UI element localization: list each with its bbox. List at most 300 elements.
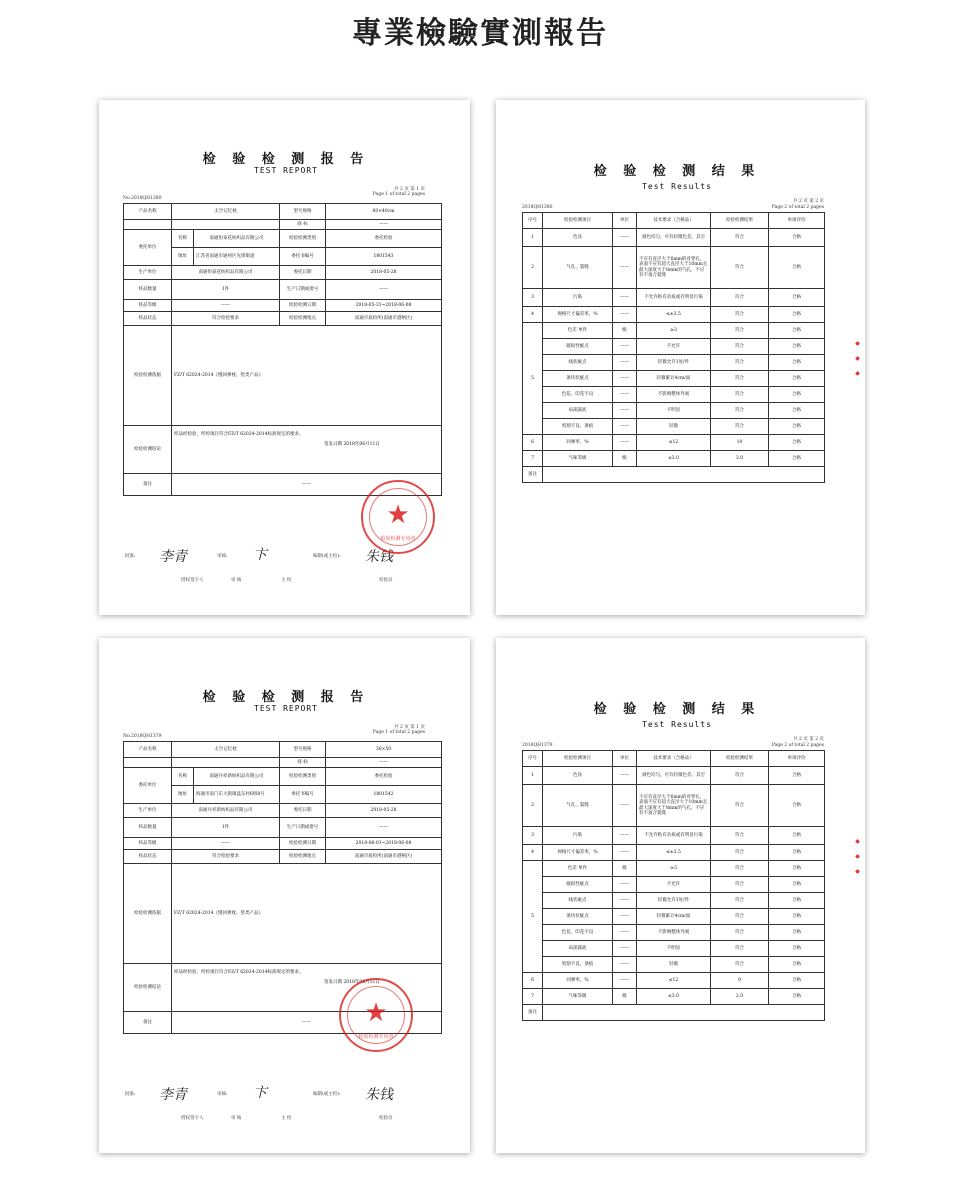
basis-value: FZ/T 62024-2014《慢回弹枕、垫类产品》: [172, 326, 442, 426]
remark-label: 备注: [523, 467, 543, 483]
table-cell: 符合: [711, 941, 769, 957]
product-name: 太空记忆枕: [172, 742, 280, 758]
table-cell: 符合: [711, 289, 769, 307]
label-client: 委托单位: [124, 230, 172, 266]
label-note: 备注: [124, 474, 172, 496]
footer-inspector: 检验员: [379, 1116, 393, 1121]
report-number: No.2018QH1380: [123, 196, 162, 201]
table-row: [523, 877, 825, 893]
table-cell: 级: [613, 451, 637, 467]
table-cell: 合格: [769, 355, 825, 371]
table-cell: 条块状疵点: [543, 909, 613, 925]
table-cell: 符合: [711, 247, 769, 289]
footer-review: 审 核: [231, 578, 242, 583]
table-row: [523, 893, 825, 909]
table-cell: 轻微累计4cm/面: [637, 371, 711, 387]
table-cell: ——: [613, 403, 637, 419]
table-cell: 符合: [711, 861, 769, 877]
table-cell: 合格: [769, 435, 825, 451]
label-state: 样品状态: [124, 312, 172, 326]
label-basis: 检验检测依据: [124, 326, 172, 426]
table-cell: 10: [711, 435, 769, 451]
table-cell: 合格: [769, 387, 825, 403]
note-value: ——: [172, 474, 442, 496]
label-conclusion: 检验检测结论: [124, 964, 172, 1012]
label-model: 型号规格: [280, 204, 326, 220]
label-address: 地址: [172, 786, 194, 804]
edited-label: 编制(或主检):: [313, 554, 341, 559]
table-cell: 5: [523, 861, 543, 973]
producer-value: 南通恒泰花纺织品有限公司: [172, 266, 280, 280]
trademark-value: ——: [326, 220, 442, 230]
table-cell: 气味等级: [543, 989, 613, 1005]
table-cell: 7: [523, 989, 543, 1005]
table-row: [523, 827, 825, 845]
report-subtitle: TEST REPORT: [254, 166, 318, 175]
table-row: [523, 339, 825, 355]
report-number: 2018QH1379: [522, 743, 553, 748]
table-row: [523, 861, 825, 877]
table-cell: 气味等级: [543, 451, 613, 467]
page-info: 共 2 页 第 1 页: [394, 725, 425, 730]
table-cell: ——: [613, 371, 637, 387]
report-card-1[interactable]: [99, 100, 470, 615]
table-cell: 轻微允许1处/件: [637, 355, 711, 371]
table-cell: 合格: [769, 845, 825, 861]
edited-label: 编制(或主检):: [313, 1092, 341, 1097]
table-cell: 不应有直径大于6mm的对穿孔，表面不应有超大直径大于10mm且最大深度大于8mm的气孔，不应有不备合裂缝: [637, 785, 711, 827]
table-row: [523, 767, 825, 785]
table-cell: ——: [613, 339, 637, 355]
table-cell: 色差 单件: [543, 861, 613, 877]
table-cell: ——: [613, 845, 637, 861]
edge-mark: ◆ ◆ ◆: [854, 838, 861, 878]
page-info: 共 2 页 第 2 页: [793, 199, 824, 204]
approved-signature: 李青: [159, 549, 187, 565]
results-header-row: [523, 751, 825, 767]
conclusion-value: 样品经检验，所检项目符合FZ/T 62024-2014标准规定的要求。: [174, 432, 304, 437]
state-value: 符合检验要求: [172, 850, 280, 864]
table-cell: 合格: [769, 371, 825, 387]
table-cell: 符合: [711, 323, 769, 339]
table-cell: 符合: [711, 893, 769, 909]
table-cell: 4: [523, 845, 543, 861]
remark-row: [523, 467, 825, 483]
table-cell: 符合: [711, 877, 769, 893]
label-issue: 签发日期: [324, 980, 342, 986]
approved-label: 批准:: [125, 554, 136, 559]
label-grade: 样品等级: [124, 838, 172, 850]
table-cell: ——: [613, 957, 637, 973]
table-cell: 3.0: [711, 451, 769, 467]
table-row: [523, 229, 825, 247]
quantity-value: 1件: [172, 818, 280, 838]
table-cell: 3: [523, 289, 543, 307]
client-name: 南通丹祥新纺织品有限公司: [194, 768, 280, 786]
table-cell: 符合: [711, 845, 769, 861]
table-cell: 合格: [769, 973, 825, 989]
table-cell: 线状疵点: [543, 893, 613, 909]
table-cell: 符合: [711, 387, 769, 403]
table-row: [523, 989, 825, 1005]
table-cell: 不允许粘有杂质或有明显污染: [637, 827, 711, 845]
table-cell: 规格尺寸偏差率，%: [543, 307, 613, 323]
table-cell: 色泽: [543, 767, 613, 785]
table-cell: 符合: [711, 355, 769, 371]
table-cell: 1: [523, 229, 543, 247]
model-value: 60×40cm: [326, 204, 442, 220]
star-icon: ★: [386, 500, 410, 530]
table-row: [523, 435, 825, 451]
table-row: [523, 941, 825, 957]
model-value: 30×50: [326, 742, 442, 758]
table-row: [523, 845, 825, 861]
label-client-name: 名称: [172, 230, 194, 248]
table-cell: 色差 单件: [543, 323, 613, 339]
address-value: 海通市南门东大街镇盘东村6组8号: [194, 786, 280, 804]
results-header-cell: 序号: [523, 751, 543, 767]
results-header-cell: 序号: [523, 213, 543, 229]
red-seal-stamp: [361, 480, 435, 554]
approved-signature: 李青: [159, 1087, 187, 1103]
label-batch: 生产日期或批号: [280, 818, 326, 838]
table-cell: 不应有直径大于6mm的对穿孔，表面不应有超大直径大于10mm且最大深度大于8mm的气孔，不应有不备合裂缝: [637, 247, 711, 289]
label-grade: 样品等级: [124, 300, 172, 312]
table-cell: 不允许: [637, 877, 711, 893]
page-title: 專業檢驗實測報告: [352, 16, 608, 51]
results-header-cell: 检验检测结果: [711, 751, 769, 767]
table-cell: 不允许: [637, 339, 711, 355]
page-info-en: Page 1 of total 2 pages: [372, 192, 425, 197]
remark-row: [523, 1005, 825, 1021]
table-cell: 合格: [769, 989, 825, 1005]
table-cell: 符合: [711, 767, 769, 785]
results-document: [522, 694, 832, 1134]
table-cell: 5: [523, 323, 543, 435]
footer-main: 主 检: [281, 578, 292, 583]
table-cell: 符合: [711, 371, 769, 387]
remark-value: [543, 467, 825, 483]
label-issue: 签发日期: [324, 442, 342, 448]
table-cell: ——: [613, 355, 637, 371]
table-cell: 1: [523, 767, 543, 785]
label-site: 检验检测地点: [280, 850, 326, 864]
basis-value: FZ/T 62024-2014《慢回弹枕、垫类产品》: [172, 864, 442, 964]
star-icon: ★: [364, 998, 388, 1028]
table-row: [523, 371, 825, 387]
table-cell: 3: [523, 827, 543, 845]
client-name: 南通恒泰花纺织品有限公司: [194, 230, 280, 248]
table-cell: 合格: [769, 925, 825, 941]
results-header-cell: 技术要求（合格品）: [637, 213, 711, 229]
table-cell: 符合: [711, 785, 769, 827]
stamp-text: 检验检测专用章: [380, 536, 416, 542]
table-cell: 破损性疵点: [543, 339, 613, 355]
table-cell: ——: [613, 419, 637, 435]
approved-label: 批准:: [125, 1092, 136, 1097]
report-document: [121, 678, 451, 1143]
report-table: [123, 203, 442, 496]
page-info-en: Page 2 of total 2 pages: [771, 743, 824, 748]
site-value: 南通市质检所(南通市港闸区): [326, 850, 442, 864]
table-row: [523, 355, 825, 371]
results-card-1[interactable]: [496, 100, 865, 615]
label-quantity: 样品数量: [124, 818, 172, 838]
page-info: 共 2 页 第 2 页: [793, 737, 824, 742]
label-product-name: 产品名称: [124, 742, 172, 758]
label-producer: 生产单位: [124, 804, 172, 818]
stamp-text: 检验检测专用章: [358, 1034, 394, 1040]
checked-label: 审核:: [217, 554, 228, 559]
table-row: [523, 973, 825, 989]
edge-mark: ◆ ◆ ◆: [854, 340, 861, 380]
label-date: 检验检测日期: [280, 300, 326, 312]
table-cell: ——: [613, 435, 637, 451]
producer-value: 南通丹祥新纺织品有限公司: [172, 804, 280, 818]
results-header-cell: 单位: [613, 751, 637, 767]
table-cell: 局部露底: [543, 403, 613, 419]
table-cell: ≤12: [637, 973, 711, 989]
table-cell: 气孔、裂缝: [543, 247, 613, 289]
table-cell: 颜色均匀，可有轻微色差、其否: [637, 767, 711, 785]
table-row: [523, 247, 825, 289]
table-cell: 轻微: [637, 419, 711, 435]
trademark-value: ——: [326, 758, 442, 768]
label-conclusion: 检验检测结论: [124, 426, 172, 474]
table-cell: 回弹率，%: [543, 973, 613, 989]
label-batch: 生产日期或批号: [280, 280, 326, 300]
table-cell: ≤±3.5: [637, 845, 711, 861]
table-cell: 不允许粘有杂质或有明显污染: [637, 289, 711, 307]
checked-signature: 卞: [253, 1085, 267, 1101]
results-header-cell: 技术要求（合格品）: [637, 751, 711, 767]
table-cell: 合格: [769, 419, 825, 435]
table-row: [523, 323, 825, 339]
table-cell: 合格: [769, 785, 825, 827]
table-cell: ——: [613, 827, 637, 845]
product-name: 太空记忆枕: [172, 204, 280, 220]
footer-authorized: 授权签字人: [181, 1116, 204, 1121]
table-cell: 6: [523, 973, 543, 989]
results-subtitle: Test Results: [642, 182, 712, 191]
results-title: 检 验 检 测 结 果: [593, 702, 761, 717]
table-cell: ≤±3.5: [637, 307, 711, 323]
label-state: 样品状态: [124, 850, 172, 864]
table-cell: 符合: [711, 307, 769, 323]
results-header-cell: 单项评价: [769, 213, 825, 229]
results-header-cell: 检验检测项目: [543, 751, 613, 767]
report-subtitle: TEST REPORT: [254, 704, 318, 713]
page-info-en: Page 1 of total 2 pages: [372, 730, 425, 735]
label-client: 委托单位: [124, 768, 172, 804]
label-model: 型号规格: [280, 742, 326, 758]
table-cell: 级: [613, 323, 637, 339]
table-cell: 不影响整体外观: [637, 387, 711, 403]
table-cell: 2: [523, 785, 543, 827]
table-cell: 合格: [769, 909, 825, 925]
table-cell: 符合: [711, 229, 769, 247]
table-cell: 不影响整体外观: [637, 925, 711, 941]
label-entrusted: 委托日期: [280, 266, 326, 280]
table-cell: ≥3: [637, 323, 711, 339]
table-cell: ——: [613, 973, 637, 989]
grade-value: ——: [172, 300, 280, 312]
table-cell: 9: [711, 973, 769, 989]
date-value: 2018-06-01~2018-06-08: [326, 838, 442, 850]
table-row: [523, 909, 825, 925]
table-cell: ——: [613, 387, 637, 403]
table-cell: 污染: [543, 289, 613, 307]
table-cell: ——: [613, 767, 637, 785]
footer-review: 审 核: [231, 1116, 242, 1121]
table-cell: 符合: [711, 419, 769, 435]
table-cell: 合格: [769, 289, 825, 307]
label-address: 地址: [172, 248, 194, 266]
table-row: [523, 307, 825, 323]
table-cell: ——: [613, 229, 637, 247]
table-cell: 级: [613, 861, 637, 877]
batch-value: ——: [326, 818, 442, 838]
table-row: [523, 387, 825, 403]
label-client-name: 名称: [172, 768, 194, 786]
table-cell: 7: [523, 451, 543, 467]
table-cell: 回弹率，%: [543, 435, 613, 451]
label-purpose: 检验检测类别: [280, 230, 326, 248]
table-row: [523, 419, 825, 435]
table-cell: 合格: [769, 893, 825, 909]
table-cell: 合格: [769, 861, 825, 877]
table-cell: 气孔、裂缝: [543, 785, 613, 827]
table-row: [523, 925, 825, 941]
report-card-2[interactable]: [99, 638, 470, 1153]
page-info-en: Page 2 of total 2 pages: [771, 205, 824, 210]
table-cell: ——: [613, 289, 637, 307]
table-cell: 合格: [769, 247, 825, 289]
report-document: [121, 140, 451, 605]
conclusion-value: 样品经检验，所检项目符合FZ/T 62024-2014标准规定的要求。: [174, 970, 304, 975]
table-cell: ——: [613, 307, 637, 323]
results-header-cell: 单项评价: [769, 751, 825, 767]
edited-signature: 朱钱: [365, 549, 393, 565]
table-cell: ——: [613, 909, 637, 925]
table-cell: ——: [613, 893, 637, 909]
table-cell: ≤12: [637, 435, 711, 451]
state-value: 符合检验要求: [172, 312, 280, 326]
table-cell: ≤3.0: [637, 451, 711, 467]
table-cell: 合格: [769, 451, 825, 467]
report-number: 2018QH1380: [522, 205, 553, 210]
label-entrusted: 委托日期: [280, 804, 326, 818]
report-number: No.2018QH1379: [123, 734, 162, 739]
label-purpose: 检验检测类别: [280, 768, 326, 786]
table-cell: 合格: [769, 877, 825, 893]
label-product-name: 产品名称: [124, 204, 172, 220]
table-row: [523, 289, 825, 307]
table-cell: 轻微允许1处/件: [637, 893, 711, 909]
table-cell: 6: [523, 435, 543, 451]
table-cell: 符合: [711, 925, 769, 941]
table-cell: ≥3: [637, 861, 711, 877]
table-cell: 合格: [769, 941, 825, 957]
proxy-value: 1801543: [326, 248, 442, 266]
note-value: ——: [172, 1012, 442, 1034]
table-cell: 4: [523, 307, 543, 323]
address-value: 江苏省南通市通州区先锋街道: [194, 248, 280, 266]
results-card-2[interactable]: [496, 638, 865, 1153]
checked-label: 审核:: [217, 1092, 228, 1097]
label-trademark: 商 标: [280, 220, 326, 230]
results-title: 检 验 检 测 结 果: [593, 164, 761, 179]
table-cell: 级: [613, 989, 637, 1005]
table-cell: 线状疵点: [543, 355, 613, 371]
table-cell: 合格: [769, 767, 825, 785]
table-cell: 污染: [543, 827, 613, 845]
table-cell: 2: [523, 247, 543, 289]
remark-value: [543, 1005, 825, 1021]
table-cell: 符合: [711, 909, 769, 925]
table-cell: ——: [613, 785, 637, 827]
label-basis: 检验检测依据: [124, 864, 172, 964]
table-cell: 合格: [769, 827, 825, 845]
table-row: [523, 785, 825, 827]
table-cell: 合格: [769, 403, 825, 419]
results-header-cell: 检验检测项目: [543, 213, 613, 229]
remark-label: 备注: [523, 1005, 543, 1021]
label-date: 检验检测日期: [280, 838, 326, 850]
footer-inspector: 检验员: [379, 578, 393, 583]
entrusted-value: 2018-05-28: [326, 804, 442, 818]
label-quantity: 样品数量: [124, 280, 172, 300]
table-cell: 合格: [769, 339, 825, 355]
table-cell: 规格尺寸偏差率，%: [543, 845, 613, 861]
footer-main: 主 检: [281, 1116, 292, 1121]
table-cell: 局部露底: [543, 941, 613, 957]
table-cell: ——: [613, 941, 637, 957]
table-cell: 符合: [711, 827, 769, 845]
table-cell: 条块状疵点: [543, 371, 613, 387]
edited-signature: 朱钱: [365, 1087, 393, 1103]
page-info: 共 2 页 第 1 页: [394, 187, 425, 192]
table-cell: 轻微累计4cm/面: [637, 909, 711, 925]
red-seal-stamp: [339, 978, 413, 1052]
quantity-value: 1件: [172, 280, 280, 300]
table-cell: 颜色均匀，可有轻微色差、其否: [637, 229, 711, 247]
proxy-value: 1801542: [326, 786, 442, 804]
table-cell: 不明显: [637, 941, 711, 957]
purpose-value: 委托检验: [326, 768, 442, 786]
site-value: 南通市质检所(南通市港闸区): [326, 312, 442, 326]
table-cell: 2.0: [711, 989, 769, 1005]
table-cell: 合格: [769, 229, 825, 247]
results-header-row: [523, 213, 825, 229]
table-cell: 轻微: [637, 957, 711, 973]
date-value: 2018-05-31~2018-06-08: [326, 300, 442, 312]
report-title: 检 验 检 测 报 告: [202, 690, 370, 705]
label-proxy: 委托书编号: [280, 786, 326, 804]
table-cell: 合格: [769, 307, 825, 323]
grade-value: ——: [172, 838, 280, 850]
table-cell: 色花、印花不良: [543, 387, 613, 403]
table-cell: 色泽: [543, 229, 613, 247]
label-site: 检验检测地点: [280, 312, 326, 326]
label-note: 备注: [124, 1012, 172, 1034]
table-cell: 不明显: [637, 403, 711, 419]
table-cell: ——: [613, 247, 637, 289]
table-cell: 剪割不良、条痕: [543, 957, 613, 973]
footer-authorized: 授权签字人: [181, 578, 204, 583]
table-cell: 符合: [711, 403, 769, 419]
table-row: [523, 403, 825, 419]
